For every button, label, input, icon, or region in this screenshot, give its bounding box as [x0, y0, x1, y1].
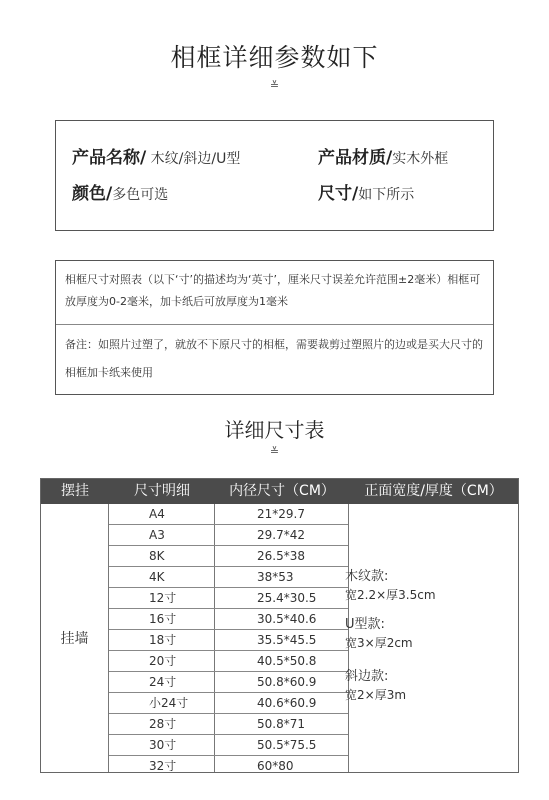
- inner-cell: 21*29.7: [257, 507, 305, 521]
- spec-bevel: [345, 667, 406, 705]
- size-cell: 20寸: [149, 654, 177, 668]
- header-width-thickness: 正面宽度/厚度（CM）: [364, 483, 503, 499]
- table-row: [109, 609, 348, 630]
- inner-cell: 30.5*40.6: [257, 612, 317, 626]
- header-hang: 摆挂: [61, 483, 89, 499]
- param-color: [72, 179, 168, 204]
- inner-cell: 35.5*45.5: [257, 633, 317, 647]
- page-title: 相框详细参数如下: [170, 43, 379, 72]
- size-cell: 小24寸: [149, 696, 189, 710]
- table-row: [109, 714, 348, 735]
- table-row: [109, 504, 348, 525]
- size-cell: 4K: [149, 570, 165, 584]
- inner-cell: 40.5*50.8: [257, 654, 317, 668]
- divider: [56, 324, 493, 325]
- inner-cell: 50.8*60.9: [257, 675, 317, 689]
- params-box: [55, 120, 494, 231]
- param-key: 产品名称/: [72, 148, 147, 168]
- param-value: 实木外框: [392, 151, 449, 167]
- param-value: 多色可选: [112, 187, 169, 203]
- table-rows: [109, 504, 348, 777]
- inner-cell: 38*53: [257, 570, 294, 584]
- header-inner: 内径尺寸（CM）: [229, 483, 335, 499]
- table-header: [41, 479, 518, 504]
- spec-name: 木纹款:: [345, 569, 389, 584]
- size-cell: 8K: [149, 549, 165, 563]
- table-row: [109, 546, 348, 567]
- spec-dims: 宽2×厚3m: [345, 688, 407, 702]
- param-size: [318, 179, 414, 204]
- param-material: [318, 143, 448, 168]
- param-value: 木纹/斜边/U型: [146, 151, 241, 167]
- size-cell: 32寸: [149, 759, 177, 773]
- table-row: [109, 756, 348, 777]
- size-cell: 12寸: [149, 591, 177, 605]
- size-note: 相框尺寸对照表（以下‘寸’的描述均为‘英寸’，厘米尺寸误差允许范围±2毫米）相框可放厚度为0-2毫米，加卡纸后可放厚度为1毫米: [65, 273, 481, 308]
- inner-cell: 26.5*38: [257, 549, 305, 563]
- size-cell: 28寸: [149, 717, 177, 731]
- inner-cell: 50.8*71: [257, 717, 305, 731]
- table-row: [109, 672, 348, 693]
- inner-cell: 40.6*60.9: [257, 696, 317, 710]
- param-value: 如下所示: [358, 187, 415, 203]
- hang-label: 挂墙: [60, 631, 89, 647]
- size-cell: 24寸: [149, 675, 177, 689]
- table-row: [109, 588, 348, 609]
- inner-cell: 50.5*75.5: [257, 738, 317, 752]
- section-title: 详细尺寸表: [224, 418, 325, 442]
- size-cell: 16寸: [149, 612, 177, 626]
- param-key: 颜色/: [72, 184, 113, 204]
- table-row: [109, 630, 348, 651]
- spec-u-type: [345, 615, 413, 653]
- header-size: 尺寸明细: [134, 483, 190, 499]
- inner-cell: 29.7*42: [257, 528, 305, 542]
- remark-note: 备注：如照片过塑了，就放不下原尺寸的相框，需要裁剪过塑照片的边或是买大尺寸的相框加卡纸来使用: [65, 338, 483, 379]
- param-product-name: [72, 143, 240, 168]
- chevron-down-icon: ≚: [269, 445, 280, 458]
- table-row: [109, 693, 348, 714]
- param-key: 产品材质/: [318, 148, 393, 168]
- param-key: 尺寸/: [318, 184, 359, 204]
- spec-wood: [345, 567, 436, 605]
- size-cell: 18寸: [149, 633, 177, 647]
- table-row: [109, 567, 348, 588]
- table-row: [109, 651, 348, 672]
- table-row: [109, 525, 348, 546]
- size-cell: A4: [149, 507, 165, 521]
- table-row: [109, 735, 348, 756]
- spec-name: U型款:: [345, 617, 385, 632]
- spec-dims: 宽3×厚2cm: [345, 636, 413, 650]
- notes-box: [55, 260, 494, 395]
- spec-dims: 宽2.2×厚3.5cm: [345, 588, 436, 602]
- size-cell: A3: [149, 528, 165, 542]
- inner-cell: 60*80: [257, 759, 294, 773]
- size-table: [40, 478, 519, 773]
- chevron-down-icon: ≚: [269, 79, 280, 92]
- spec-name: 斜边款:: [345, 669, 389, 684]
- inner-cell: 25.4*30.5: [257, 591, 317, 605]
- size-cell: 30寸: [149, 738, 177, 752]
